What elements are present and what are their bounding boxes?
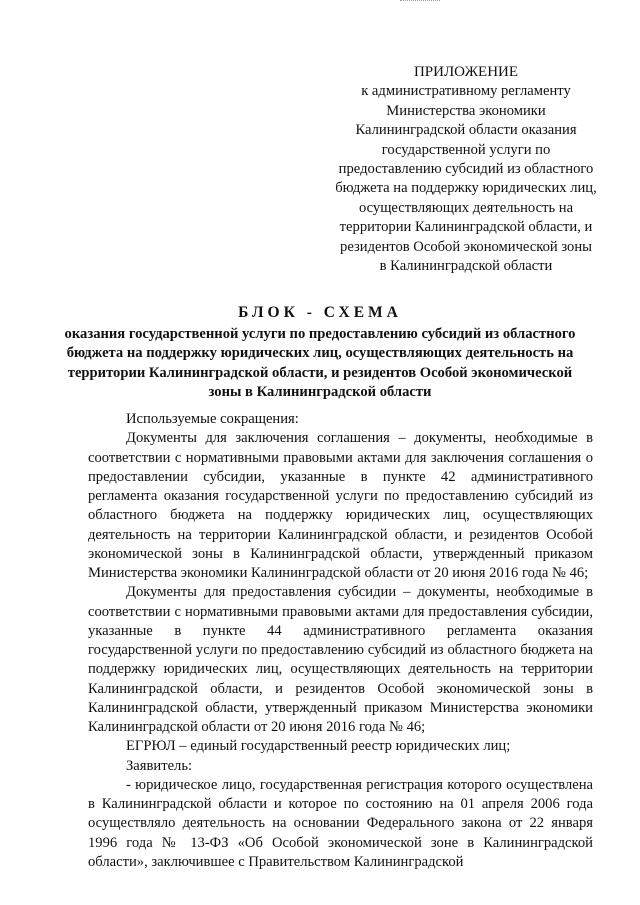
paragraph-agreement-documents: Документы для заключения соглашения – документы, необходимые в соответствии с нормативными правовыми актами для заключения соглашения о предоставлении субсидии, указанные в пункте 42 административного регламента оказания государственной услуги по предоставлению субсидий из областного бюджета на поддержку юридических лиц, осуществляющих деятельность на территории Калининградской области, и резидентов Особой экономической зоны в Калининградской области, утвержденный приказом Министерства экономики Калининградской области от 20 июня 2016 года № 46; xyxy=(88,430,593,581)
title-main: БЛОК - СХЕМА xyxy=(238,304,402,321)
appendix-text: к административному регламенту Министерства экономики Калининградской области оказания государственной услуги по предоставлению субсидий из областного бюджета на поддержку юридических лиц, осуществляющих деятельность на территории Калининградской области, и резидентов Особой экономической зоны в Калининградской области xyxy=(335,83,597,275)
document-title xyxy=(60,303,580,402)
paragraph-applicant-definition: - юридическое лицо, государственная регистрация которого осуществлена в Калининградской области и которое по состоянию на 01 апреля 2006 года осуществляло деятельность на основании Федерального закона от 22 января 1996 года № 13-ФЗ «Об Особой экономической зоне в Калининградской области», заключившее с Правительством Калининградской xyxy=(88,776,593,870)
paragraph-applicant-label: Заявитель: xyxy=(126,757,193,774)
appendix-heading: ПРИЛОЖЕНИЕ xyxy=(413,64,519,80)
title-subtitle: оказания государственной услуги по предоставлению субсидий из областного бюджета на поддержку юридических лиц, осуществляющих деятельность на территории Калининградской области, и резидентов Особой экономической зоны в Калининградской области xyxy=(64,326,576,400)
paragraph-subsidy-documents: Документы для предоставления субсидии – документы, необходимые в соответствии с нормативными правовыми актами для предоставления субсидии, указанные в пункте 44 административного регламента оказания государственной услуги по предоставлению субсидий из областного бюджета на поддержку юридических лиц, осуществляющих деятельность на территории Калининградской области, и резидентов Особой экономической зоны в Калининградской области, утвержденный приказом Министерства экономики Калининградской области от 20 июня 2016 года № 46; xyxy=(88,584,593,735)
appendix-block xyxy=(335,63,597,276)
scan-artifact xyxy=(400,0,440,4)
document-body xyxy=(88,410,593,872)
paragraph-egrul: ЕГРЮЛ – единый государственный реестр юридических лиц; xyxy=(126,738,511,755)
abbreviations-heading: Используемые сокращения: xyxy=(126,411,299,427)
